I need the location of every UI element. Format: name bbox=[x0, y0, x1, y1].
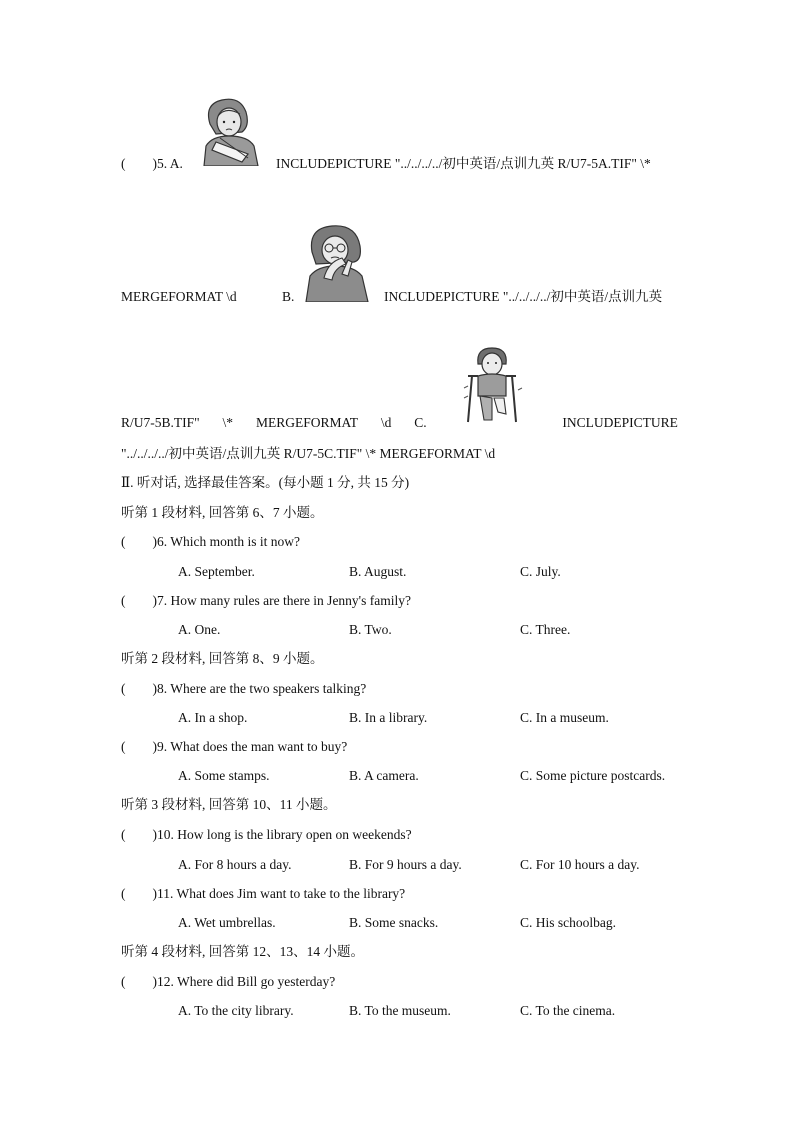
option-a: A. September. bbox=[178, 564, 255, 579]
option-a: A. One. bbox=[178, 622, 221, 637]
option-a: A. In a shop. bbox=[178, 710, 248, 725]
option-b: B. Two. bbox=[349, 622, 392, 637]
field-code-line-2: INCLUDEPICTURE "../../../../初中英语/点训九英 bbox=[384, 289, 663, 304]
option-a: A. For 8 hours a day. bbox=[178, 857, 292, 872]
group-title: 听第 4 段材料, 回答第 12、13、14 小题。 bbox=[121, 944, 364, 959]
section-title: Ⅱ. 听对话, 选择最佳答案。(每小题 1 分, 共 15 分) bbox=[121, 475, 410, 490]
field-code-3-a: R/U7-5B.TIF" bbox=[121, 415, 200, 430]
q5-lead: ( )5. A. bbox=[121, 156, 183, 171]
man-crutches-icon bbox=[460, 346, 524, 424]
group-title: 听第 2 段材料, 回答第 8、9 小题。 bbox=[121, 651, 324, 666]
field-code-line-4: "../../../../初中英语/点训九英 R/U7-5C.TIF" \* MERGEFORMAT \d bbox=[121, 446, 496, 461]
option-c: C. Three. bbox=[520, 622, 571, 637]
option-b: B. A camera. bbox=[349, 768, 419, 783]
option-a: A. Some stamps. bbox=[178, 768, 270, 783]
option-c: C. Some picture postcards. bbox=[520, 768, 666, 783]
question-stem: ( )7. How many rules are there in Jenny's family? bbox=[121, 593, 411, 608]
field-code-line-1: INCLUDEPICTURE "../../../../初中英语/点训九英 R/U7-5A.TIF" \* bbox=[276, 156, 651, 171]
option-b: B. Some snacks. bbox=[349, 915, 439, 930]
option-c: C. In a museum. bbox=[520, 710, 609, 725]
group-title: 听第 3 段材料, 回答第 10、11 小题。 bbox=[121, 797, 337, 812]
field-code-3-d: \d bbox=[380, 415, 392, 430]
option-c-label: C. bbox=[414, 415, 427, 430]
field-code-3-b: \* bbox=[222, 415, 234, 430]
option-c: C. His schoolbag. bbox=[520, 915, 616, 930]
question-stem: ( )6. Which month is it now? bbox=[121, 534, 300, 549]
group-title: 听第 1 段材料, 回答第 6、7 小题。 bbox=[121, 505, 324, 520]
question-stem: ( )10. How long is the library open on weekends? bbox=[121, 827, 412, 842]
option-c: C. For 10 hours a day. bbox=[520, 857, 640, 872]
option-b: B. August. bbox=[349, 564, 407, 579]
picture-c bbox=[460, 346, 524, 424]
field-code-line-3 bbox=[121, 415, 678, 431]
option-c: C. July. bbox=[520, 564, 561, 579]
woman-toothache-icon bbox=[302, 222, 372, 302]
question-stem: ( )11. What does Jim want to take to the library? bbox=[121, 886, 406, 901]
option-b-label: B. bbox=[282, 289, 295, 304]
picture-b bbox=[302, 222, 372, 302]
question-stem: ( )12. Where did Bill go yesterday? bbox=[121, 974, 336, 989]
field-code-3-c: MERGEFORMAT bbox=[255, 415, 358, 430]
picture-a bbox=[196, 96, 264, 166]
field-code-3-f: INCLUDEPICTURE bbox=[562, 415, 678, 430]
woman-arm-sling-icon bbox=[196, 96, 264, 166]
option-a: A. To the city library. bbox=[178, 1003, 294, 1018]
field-code-line-2-a: MERGEFORMAT \d bbox=[121, 289, 237, 304]
option-c: C. To the cinema. bbox=[520, 1003, 616, 1018]
option-b: B. To the museum. bbox=[349, 1003, 451, 1018]
option-a: A. Wet umbrellas. bbox=[178, 915, 276, 930]
option-b: B. For 9 hours a day. bbox=[349, 857, 462, 872]
option-b: B. In a library. bbox=[349, 710, 428, 725]
question-stem: ( )9. What does the man want to buy? bbox=[121, 739, 348, 754]
question-stem: ( )8. Where are the two speakers talking? bbox=[121, 681, 367, 696]
